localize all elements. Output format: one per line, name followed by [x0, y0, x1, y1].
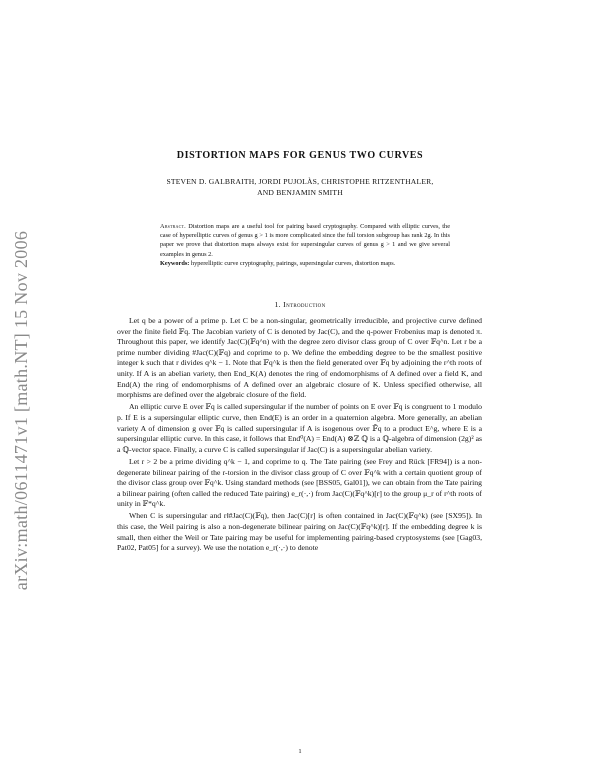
authors-line-1: STEVEN D. GALBRAITH, JORDI PUJOLÀS, CHRISTOPHE RITZENTHALER, — [166, 177, 434, 186]
paragraph: An elliptic curve E over 𝔽q is called supersingular if the number of points on E over 𝔽q is congruent to 1 modulo p. If E is a supersingular elliptic curve, then End(E) is an order in a quaternion algebra. More generally, an abelian variety A of dimension g over 𝔽q is called supersingular if A is isogenous over 𝔽̄q to a product E^g, where E is a supersingular elliptic curve. In this case, it follows that End⁰(A) = End(A) ⊗ℤ ℚ is a ℚ-algebra of dimension (2g)² as a ℚ-vector space. Finally, a curve C is called supersingular if Jac(C) is a supersingular abelian variety. — [117, 402, 482, 454]
paragraph: Let q be a power of a prime p. Let C be a non-singular, geometrically irreducible, and projective curve defined over the finite field 𝔽q. The Jacobian variety of C is denoted by Jac(C), and the q-power Frobenius map is denoted π. Throughout this paper, we identify Jac(C)(𝔽q^n) with the degree zero divisor class group of C over 𝔽q^n. Let r be a prime number dividing #Jac(C)(𝔽q) and coprime to p. We define the embedding degree to be the smallest positive integer k such that r divides q^k − 1. Note that 𝔽q^k is then the field generated over 𝔽q by adjoining the r^th roots of unity. If A is an abelian variety, then End_K(A) denotes the ring of endomorphisms of A defined over a field K, and End(A) the ring of endomorphisms of A defined over an algebraic closure of K. Unless specified otherwise, all morphisms are defined over the algebraic closure of the field. — [117, 316, 482, 400]
page-number: 1 — [298, 748, 302, 755]
section-heading-introduction: 1. Introduction — [274, 300, 326, 309]
abstract-text: Distortion maps are a useful tool for pairing based cryptography. Compared with elliptic curves, the case of hyperelliptic curves of genus g > 1 is more complicated since the full torsion subgroup has rank 2g. In this paper we prove that distortion maps always exist for supersingular curves of genus g > 1 and we give several examples in genus 2. — [160, 223, 451, 258]
keywords-text: hyperelliptic curve cryptography, pairings, supersingular curves, distortion maps. — [190, 259, 396, 267]
arxiv-identifier-stamp — [2, 150, 42, 670]
authors-line-2: AND BENJAMIN SMITH — [257, 188, 343, 197]
arxiv-id-text: arXiv:math/0611471v1 [math.NT] 15 Nov 2006 — [11, 230, 32, 590]
abstract-block — [160, 222, 450, 268]
body-text — [117, 316, 482, 555]
keywords-label: Keywords: — [160, 259, 190, 267]
abstract-label: Abstract. — [160, 223, 186, 230]
paper-title: DISTORTION MAPS FOR GENUS TWO CURVES — [176, 150, 424, 161]
paragraph: When C is supersingular and r‖#Jac(C)(𝔽q), then Jac(C)[r] is often contained in Jac(C)(𝔽q^k) (see [SX95]). In this case, the Weil pairing is also a non-degenerate bilinear pairing on Jac(C)(𝔽q^k)[r]. If the embedding degree k is small, then either the Weil or Tate pairing may be useful for implementing pairing-based cryptosystems (see [Gag03, Pat02, Pat05] for a survey). We use the notation e_r(·,·) to denote — [117, 511, 482, 553]
paragraph: Let r > 2 be a prime dividing q^k − 1, and coprime to q. The Tate pairing (see Frey and Rück [FR94]) is a non-degenerate bilinear pairing of the r-torsion in the divisor class group of C over 𝔽q^k with a certain quotient group of the divisor class group over 𝔽q^k. Using standard methods (see [BSS05, Gal01]), we can obtain from the Tate pairing a bilinear pairing (often called the reduced Tate pairing) e_r(·,·) from Jac(C)(𝔽q^k)[r] to the group μ_r of r^th roots of unity in 𝔽*q^k. — [117, 456, 482, 509]
author-list — [110, 176, 490, 198]
